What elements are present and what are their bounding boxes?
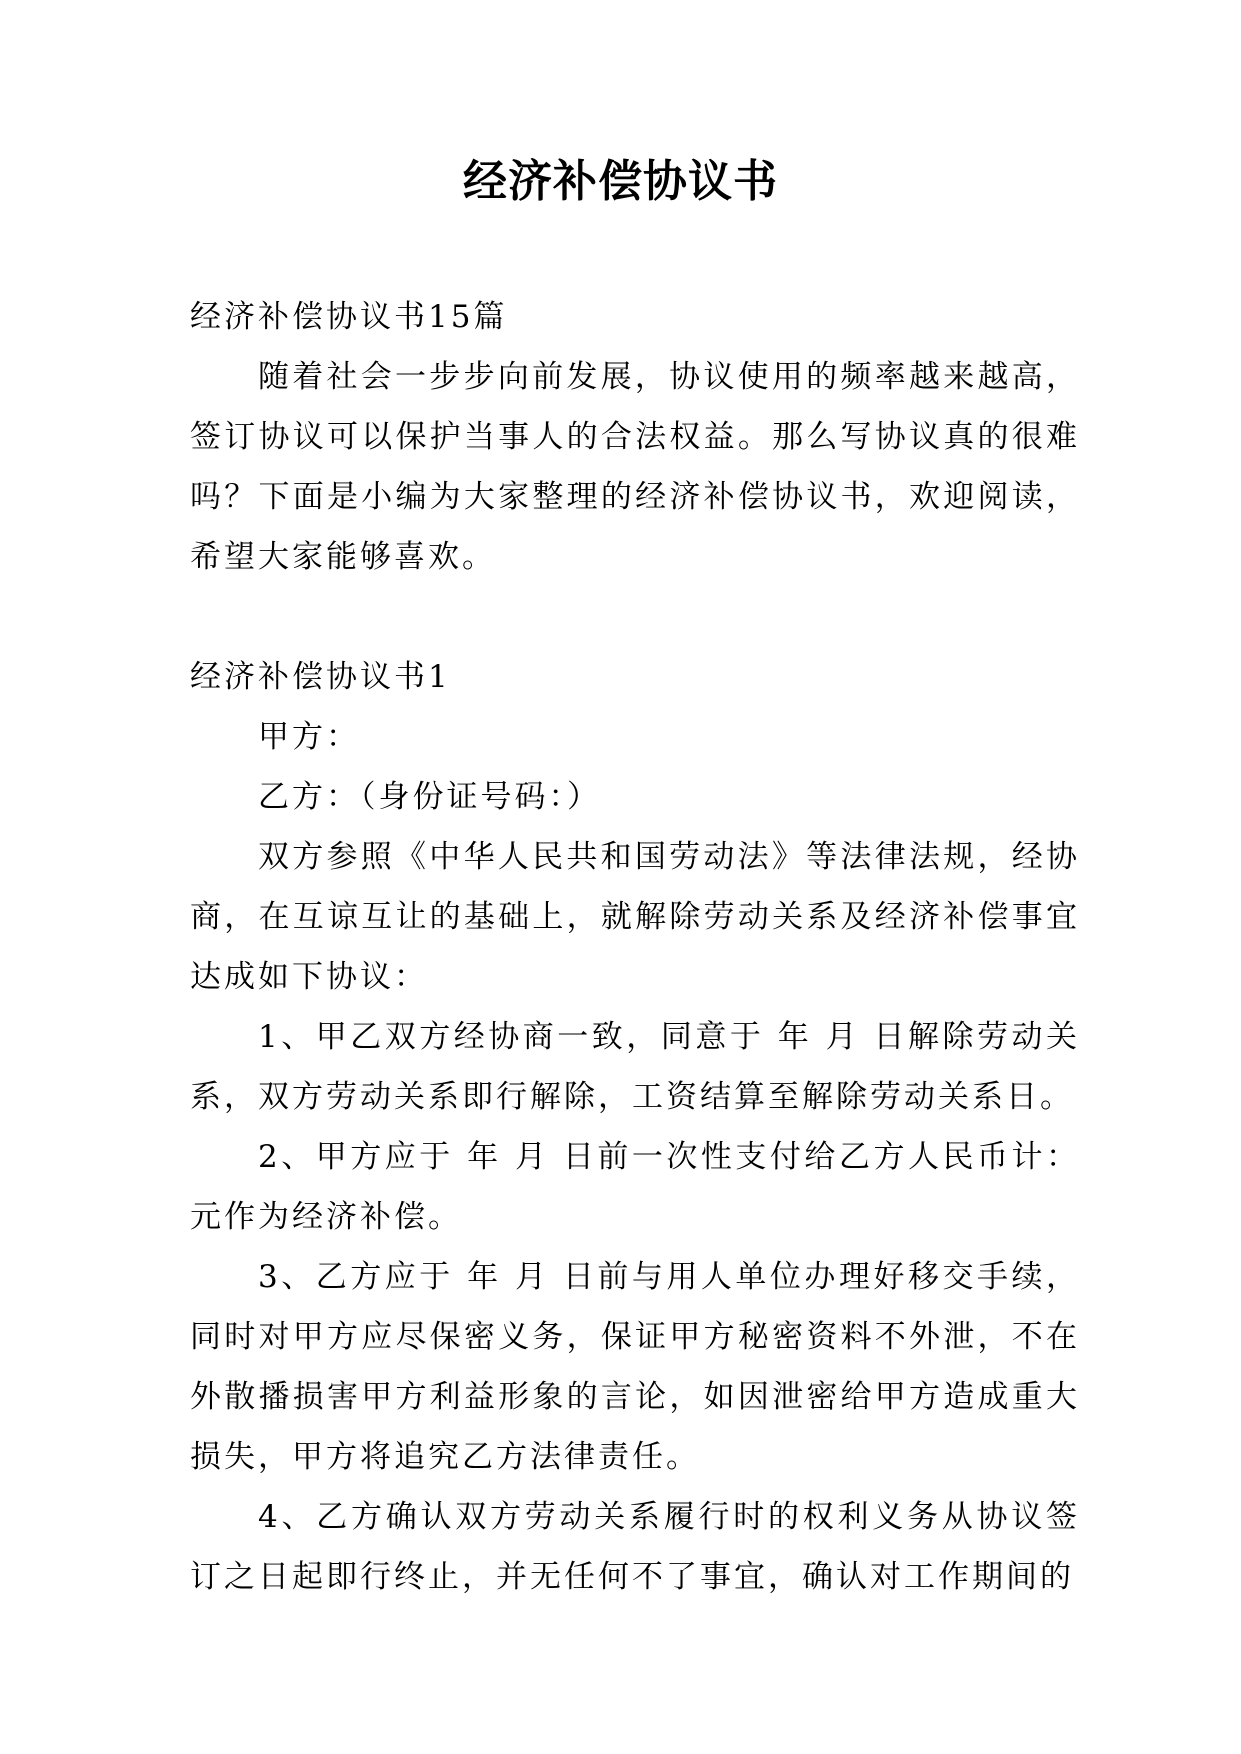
- paragraph-collection-heading: 经济补偿协议书15篇: [190, 299, 508, 335]
- paragraph-section-heading: 经济补偿协议书1: [190, 659, 451, 695]
- paragraph-intro: 随着社会一步步向前发展，协议使用的频率越来越高，签订协议可以保护当事人的合法权益。那么写协议真的很难吗？下面是小编为大家整理的经济补偿协议书，欢迎阅读，希望大家能够喜欢。: [190, 359, 1080, 575]
- paragraph-clause-1: 1、甲乙双方经协商一致，同意于 年 月 日解除劳动关系，双方劳动关系即行解除，工资结算至解除劳动关系日。: [190, 1019, 1080, 1115]
- paragraph-party-b: 乙方：（身份证号码：）: [258, 779, 601, 815]
- document-body: [190, 287, 1080, 1607]
- paragraph-clause-2: 2、甲方应于 年 月 日前一次性支付给乙方人民币计：元作为经济补偿。: [190, 1139, 1080, 1235]
- paragraph-clause-4: 4、乙方确认双方劳动关系履行时的权利义务从协议签订之日起即行终止，并无任何不了事宜，确认对工作期间的: [190, 1499, 1080, 1595]
- paragraph-gap: [190, 587, 1080, 647]
- paragraph-preamble: 双方参照《中华人民共和国劳动法》等法律法规，经协商，在互谅互让的基础上，就解除劳动关系及经济补偿事宜达成如下协议：: [190, 839, 1080, 995]
- document-title: 经济补偿协议书: [463, 156, 778, 207]
- paragraph-clause-3: 3、乙方应于 年 月 日前与用人单位办理好移交手续，同时对甲方应尽保密义务，保证甲方秘密资料不外泄，不在外散播损害甲方利益形象的言论，如因泄密给甲方造成重大损失，甲方将追究乙方法律责任。: [190, 1259, 1080, 1475]
- paragraph-party-a: 甲方：: [258, 719, 360, 755]
